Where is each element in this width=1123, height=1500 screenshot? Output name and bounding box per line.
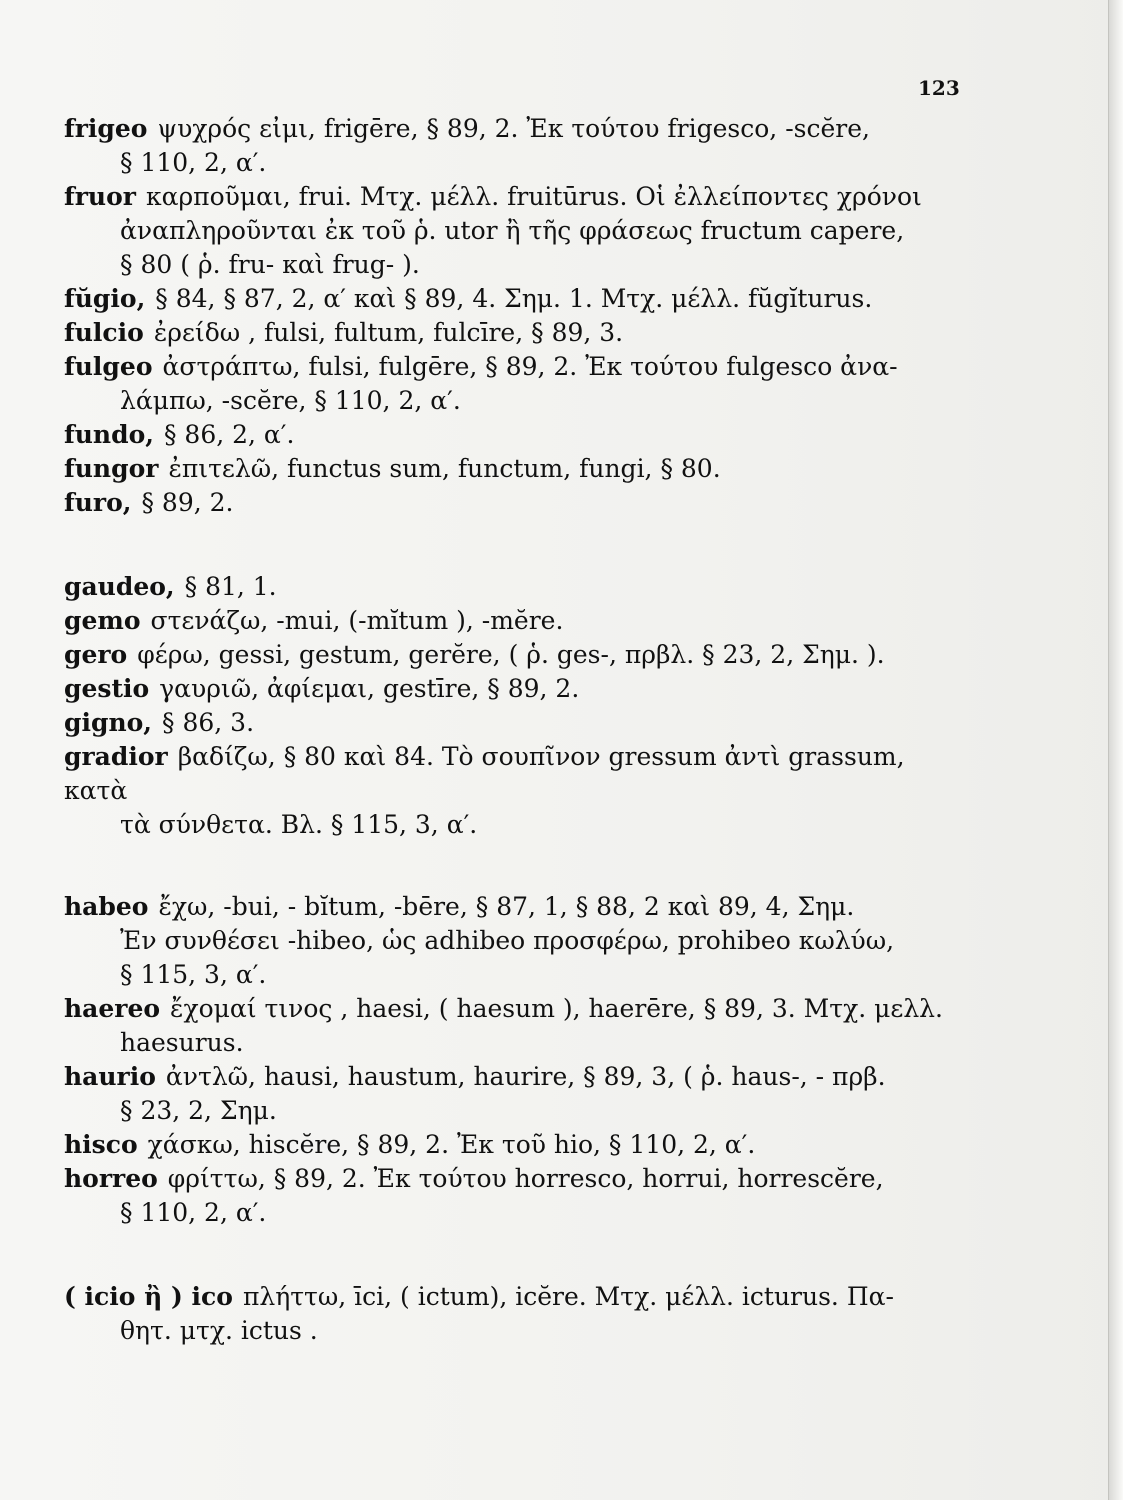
- entry-head: hisco: [64, 1130, 138, 1159]
- entry-text: ἀστράπτω, fulsi, fulgēre, § 89, 2. Ἐκ τούτου fulgesco ἀνα-: [162, 352, 898, 381]
- entry-text: πλήττω, īci, ( ictum), icĕre. Μτχ. μέλλ. icturus. Πα-: [242, 1282, 894, 1311]
- entry-head: fulgeo: [64, 352, 153, 381]
- entry-head: gero: [64, 640, 128, 669]
- page-edge-shadow: [1108, 0, 1123, 1500]
- entry-text: ἐρείδω , fulsi, fultum, fulcīre, § 89, 3.: [153, 318, 624, 347]
- section-gap: [64, 520, 964, 570]
- entry-head: ( icio ἢ ) ico: [64, 1282, 233, 1311]
- entry-head: gradior: [64, 742, 168, 771]
- section-gap: [64, 842, 964, 890]
- entry-head: fŭgio,: [64, 284, 146, 313]
- entry-head: haereo: [64, 994, 161, 1023]
- entry-continuation: ἀναπληροῦνται ἐκ τοῦ ῥ. utor ἢ τῆς φράσεως fructum capere,: [120, 216, 905, 245]
- entry-continuation: haesurus.: [120, 1028, 244, 1057]
- entry-text: γαυριῶ, ἀφίεμαι, gestīre, § 89, 2.: [159, 674, 580, 703]
- entry-horreo: [64, 1162, 964, 1230]
- entry-text: φρίττω, § 89, 2. Ἐκ τούτου horresco, horrui, horrescĕre,: [167, 1164, 884, 1193]
- entry-text: βαδίζω, § 80 καὶ 84. Τὸ σουπῖνον gressum ἀντὶ grassum, κατὰ: [64, 742, 905, 805]
- entry-head: gestio: [64, 674, 150, 703]
- entry-head: habeo: [64, 892, 149, 921]
- entry-frigeo: [64, 112, 964, 180]
- entry-text: χάσκω, hiscĕre, § 89, 2. Ἐκ τοῦ hio, § 110, 2, α′.: [147, 1130, 756, 1159]
- entry-continuation: θητ. μτχ. ictus .: [120, 1316, 318, 1345]
- entry-head: fruor: [64, 182, 136, 211]
- entry-head: haurio: [64, 1062, 156, 1091]
- entry-gestio: [64, 672, 964, 706]
- entry-fulcio: [64, 316, 964, 350]
- entry-text: § 86, 3.: [162, 708, 255, 737]
- entry-haurio: [64, 1060, 964, 1128]
- dictionary-entries: [64, 112, 964, 1348]
- entry-text: § 89, 2.: [141, 488, 234, 517]
- entry-gero: [64, 638, 964, 672]
- entry-continuation: § 110, 2, α′.: [120, 148, 267, 177]
- entry-continuation: § 110, 2, α′.: [120, 1198, 267, 1227]
- entry-text: ἔχω, -bui, - bĭtum, -bēre, § 87, 1, § 88, 2 καὶ 89, 4, Σημ.: [158, 892, 855, 921]
- entry-text: ἐπιτελῶ, functus sum, functum, fungi, § 80.: [168, 454, 721, 483]
- entry-head: gemo: [64, 606, 141, 635]
- entry-text: φέρω, gessi, gestum, gerĕre, ( ῥ. ges-, πρβλ. § 23, 2, Σημ. ).: [137, 640, 885, 669]
- entry-text: ἀντλῶ, hausi, haustum, haurire, § 89, 3, ( ῥ. haus-, - πρβ.: [165, 1062, 886, 1091]
- entry-head: frigeo: [64, 114, 148, 143]
- entry-text: στενάζω, -mui, (-mĭtum ), -mĕre.: [150, 606, 564, 635]
- entry-text: καρποῦμαι, frui. Μτχ. μέλλ. fruitūrus. Οἱ ἐλλείποντες χρόνοι: [145, 182, 922, 211]
- entry-continuation: λάμπω, -scĕre, § 110, 2, α′.: [120, 386, 461, 415]
- entry-furo: [64, 486, 964, 520]
- entry-text: ψυχρός εἰμι, frigēre, § 89, 2. Ἐκ τούτου frigesco, -scĕre,: [157, 114, 870, 143]
- entry-head: furo,: [64, 488, 132, 517]
- entry-ico: [64, 1280, 964, 1348]
- entry-head: fungor: [64, 454, 159, 483]
- entry-head: gaudeo,: [64, 572, 175, 601]
- entry-text: ἔχομαί τινος , haesi, ( haesum ), haerēre, § 89, 3. Μτχ. μελλ.: [170, 994, 943, 1023]
- entry-fruor: [64, 180, 964, 282]
- entry-gaudeo: [64, 570, 964, 604]
- entry-continuation: § 115, 3, α′.: [120, 960, 267, 989]
- entry-gradior: [64, 740, 964, 842]
- entry-text: § 81, 1.: [184, 572, 277, 601]
- entry-continuation: § 80 ( ῥ. fru- καὶ frug- ).: [120, 250, 420, 279]
- entry-continuation: τὰ σύνθετα. Βλ. § 115, 3, α′.: [120, 810, 478, 839]
- entry-continuation: § 23, 2, Σημ.: [120, 1096, 277, 1125]
- page-number: 123: [918, 76, 960, 100]
- entry-habeo: [64, 890, 964, 992]
- entry-haereo: [64, 992, 964, 1060]
- entry-fugio: [64, 282, 964, 316]
- entry-gemo: [64, 604, 964, 638]
- entry-text: § 86, 2, α′.: [163, 420, 295, 449]
- entry-fungor: [64, 452, 964, 486]
- entry-head: fulcio: [64, 318, 144, 347]
- entry-text: § 84, § 87, 2, α′ καὶ § 89, 4. Σημ. 1. Μτχ. μέλλ. fŭgĭturus.: [155, 284, 873, 313]
- entry-hisco: [64, 1128, 964, 1162]
- entry-head: horreo: [64, 1164, 158, 1193]
- entry-gigno: [64, 706, 964, 740]
- section-gap: [64, 1230, 964, 1280]
- entry-fundo: [64, 418, 964, 452]
- entry-fulgeo: [64, 350, 964, 418]
- entry-continuation: Ἐν συνθέσει -hibeo, ὡς adhibeo προσφέρω, prohibeo κωλύω,: [120, 926, 895, 955]
- entry-head: gigno,: [64, 708, 153, 737]
- entry-head: fundo,: [64, 420, 154, 449]
